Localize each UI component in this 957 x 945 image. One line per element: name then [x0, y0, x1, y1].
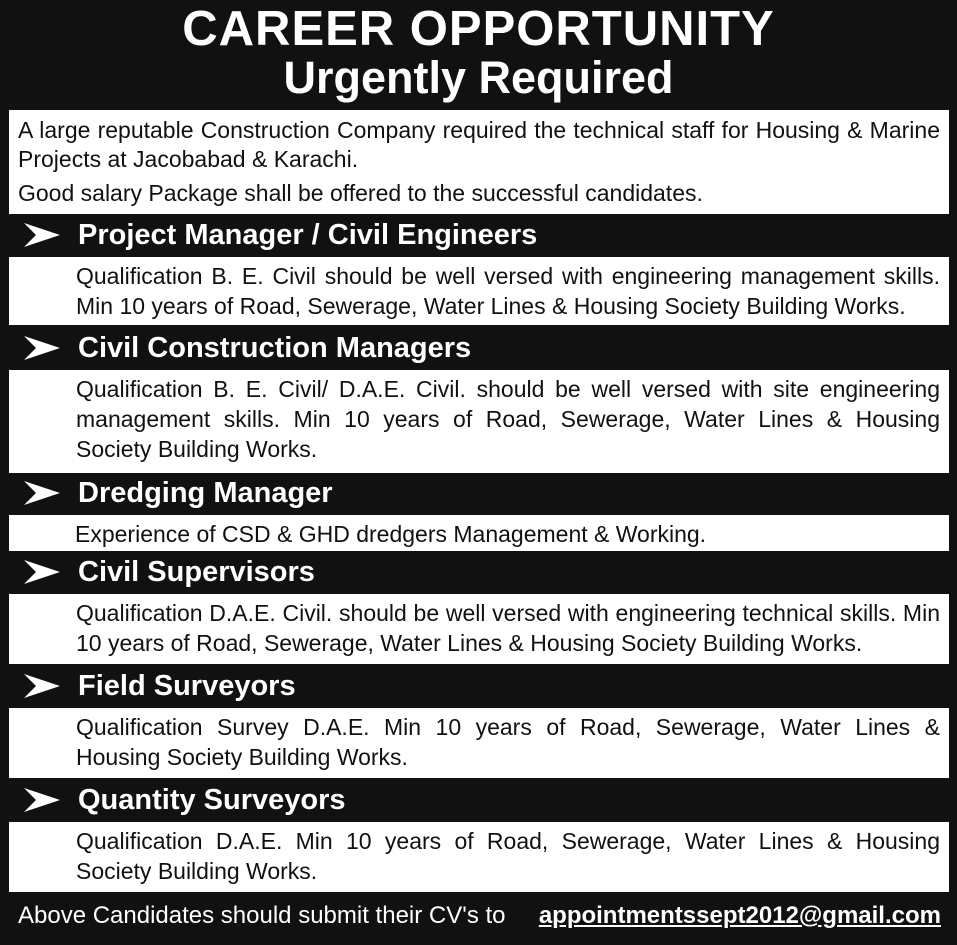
section-description: Qualification B. E. Civil should be well versed with engineering management skills. Min 10 years of Road, Sewerage, Water Lines & Housing Society Building Works.: [76, 263, 940, 319]
section-description: Qualification Survey D.A.E. Min 10 years of Road, Sewerage, Water Lines & Housing Society Building Works.: [76, 714, 940, 770]
ad-footer: [0, 894, 957, 945]
arrow-bullet-icon: [22, 672, 62, 700]
intro-salary-text: Good salary Package shall be offered to the successful candidates.: [18, 180, 703, 206]
section-title: Civil Supervisors: [78, 556, 315, 588]
ad-title: CAREER OPPORTUNITY: [182, 2, 775, 56]
arrow-bullet-icon: [22, 479, 62, 507]
ad-subtitle: Urgently Required: [283, 52, 674, 103]
arrow-bullet-icon: [22, 221, 62, 249]
section-description: Qualification B. E. Civil/ D.A.E. Civil. should be well versed with site engineering management skills. Min 10 years of Road, Sewerage, Water Lines & Housing Society Building Works.: [76, 376, 940, 462]
section-body-field-surveyors: [9, 708, 949, 778]
section-description: Qualification D.A.E. Min 10 years of Road, Sewerage, Water Lines & Housing Society Building Works.: [76, 828, 940, 884]
section-heading-quantity-surveyors: [0, 780, 957, 820]
section-title: Civil Construction Managers: [78, 332, 472, 364]
intro-panel: [9, 110, 949, 214]
section-heading-civil-construction-managers: [0, 328, 957, 368]
section-description: Experience of CSD & GHD dredgers Management & Working.: [75, 521, 707, 547]
section-heading-civil-supervisors: [0, 552, 957, 592]
ad-header: [0, 0, 957, 108]
arrow-bullet-icon: [22, 334, 62, 362]
arrow-bullet-icon: [22, 558, 62, 586]
intro-text: A large reputable Construction Company required the technical staff for Housing & Marine Projects at Jacobabad & Karachi.: [18, 117, 940, 172]
section-heading-project-manager: [0, 215, 957, 255]
section-body-quantity-surveyors: [9, 822, 949, 892]
arrow-bullet-icon: [22, 786, 62, 814]
submission-instruction: Above Candidates should submit their CV's to: [18, 902, 506, 929]
section-description: Qualification D.A.E. Civil. should be well versed with engineering technical skills. Min 10 years of Road, Sewerage, Water Lines & Housing Society Building Works.: [76, 600, 940, 656]
section-title: Quantity Surveyors: [78, 784, 346, 816]
section-body-dredging-manager: [9, 515, 949, 551]
section-body-civil-supervisors: [9, 594, 949, 664]
section-heading-dredging-manager: [0, 473, 957, 513]
email-link[interactable]: appointmentssept2012@gmail.com: [538, 902, 941, 929]
section-title: Dredging Manager: [78, 477, 333, 509]
section-heading-field-surveyors: [0, 666, 957, 706]
section-title: Project Manager / Civil Engineers: [78, 219, 538, 251]
section-body-civil-construction-managers: [9, 370, 949, 473]
section-title: Field Surveyors: [78, 670, 296, 702]
section-body-project-manager: [9, 257, 949, 325]
